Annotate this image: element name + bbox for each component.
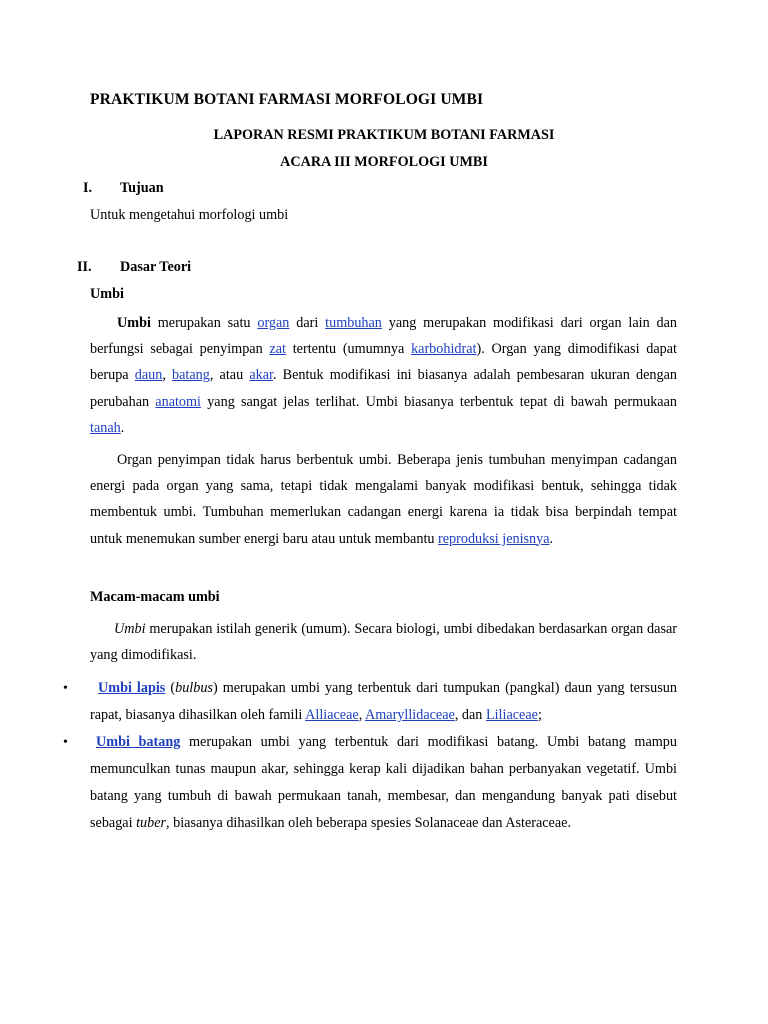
link-zat[interactable]: zat [269,341,286,358]
link-karbohidrat[interactable]: karbohidrat [411,341,477,358]
text: . [549,530,554,547]
link-alliaceae[interactable]: Alliaceae [305,707,359,723]
bullet-2: • [63,735,68,750]
text: . Bentuk modifikasi ini biasanya adalah pembesaran ukuran dengan perubahan [90,367,678,410]
term-umbi-italic: Umbi [114,621,146,637]
text: merupakan istilah generik (umum). Secara biologi, umbi dibedakan berdasarkan organ dasar yang dimodifikasi. [90,621,677,664]
text: Organ penyimpan tidak harus berbentuk umbi. Beberapa jenis tumbuhan menyimpan cadangan energi pada organ yang sama, tetapi tidak mengalami banyak modifikasi bentuk, sehingga tidak membentuk umbi. Tumbuhan memerlukan cadangan energi karena ia tidak bisa berpindah tempat untuk menemukan sumber energi baru atau untuk membantu [90,452,677,547]
section-2-title: Dasar Teori [120,259,192,275]
term-umbi: Umbi [117,315,151,331]
umbi-paragraph-2 [90,447,677,552]
link-amaryllidaceae[interactable]: Amaryllidaceae [365,707,455,723]
macam-heading: Macam-macam umbi [90,589,220,605]
text: , [358,707,365,723]
latin-bulbus: bulbus [175,680,213,696]
link-organ[interactable]: organ [257,315,290,331]
link-umbi-batang[interactable]: Umbi batang [96,734,181,750]
link-tumbuhan[interactable]: tumbuhan [325,315,382,331]
umbi-heading: Umbi [90,286,124,302]
link-reproduksi-jenisnya[interactable]: reproduksi jenisnya [438,530,550,547]
link-batang[interactable]: batang [172,367,210,384]
link-anatomi[interactable]: anatomi [155,393,201,410]
text: merupakan satu [150,315,258,331]
list-item-umbi-lapis [90,675,677,729]
text: dari [289,315,326,331]
text: , [162,367,173,384]
page-title: PRAKTIKUM BOTANI FARMASI MORFOLOGI UMBI [90,91,484,108]
text: , biasanya dihasilkan oleh beberapa spesies Solanaceae dan Asteraceae. [166,815,571,831]
section-1-number: I. [83,180,93,196]
text: , dan [454,707,486,723]
text: ). Organ yang dimodifikasi dapat berupa [90,341,677,384]
text: yang sangat jelas terlihat. Umbi biasanya terbentuk tepat di bawah permukaan [201,393,677,410]
link-tanah[interactable]: tanah [90,419,121,436]
text: tertentu (umumnya [285,341,412,358]
link-daun[interactable]: daun [134,367,163,384]
report-subtitle: ACARA III MORFOLOGI UMBI [280,154,488,170]
section-1-title: Tujuan [120,180,164,196]
bullet-1: • [63,681,68,696]
text: ( [165,680,176,696]
link-akar[interactable]: akar [249,367,273,384]
macam-intro [90,616,677,668]
text: merupakan umbi yang terbentuk dari modifikasi batang. Umbi batang mampu memunculkan tunas maupun akar, sehingga kerap kali dijadikan bahan perbanyakan vegetatif. Umbi batang yang tumbuh di bawah permukaan tanah, membesar, dan mengandung banyak pati disebut sebagai [90,734,677,831]
section-2-number: II. [77,259,92,275]
latin-tuber: tuber [136,815,167,831]
text: . [120,419,125,436]
section-1-body: Untuk mengetahui morfologi umbi [90,207,289,223]
link-umbi-lapis[interactable]: Umbi lapis [98,680,166,696]
umbi-paragraph-1 [90,310,677,441]
report-title: LAPORAN RESMI PRAKTIKUM BOTANI FARMASI [213,127,555,143]
text: ) merupakan umbi yang terbentuk dari tumpukan (pangkal) daun yang tersusun rapat, biasanya dihasilkan oleh famili [90,680,677,723]
text: yang merupakan modifikasi dari organ lain dan berfungsi sebagai penyimpan [90,315,678,358]
link-liliaceae[interactable]: Liliaceae [485,707,538,723]
list-item-umbi-batang [90,729,677,837]
text: , atau [209,367,250,384]
text: ; [537,707,542,723]
